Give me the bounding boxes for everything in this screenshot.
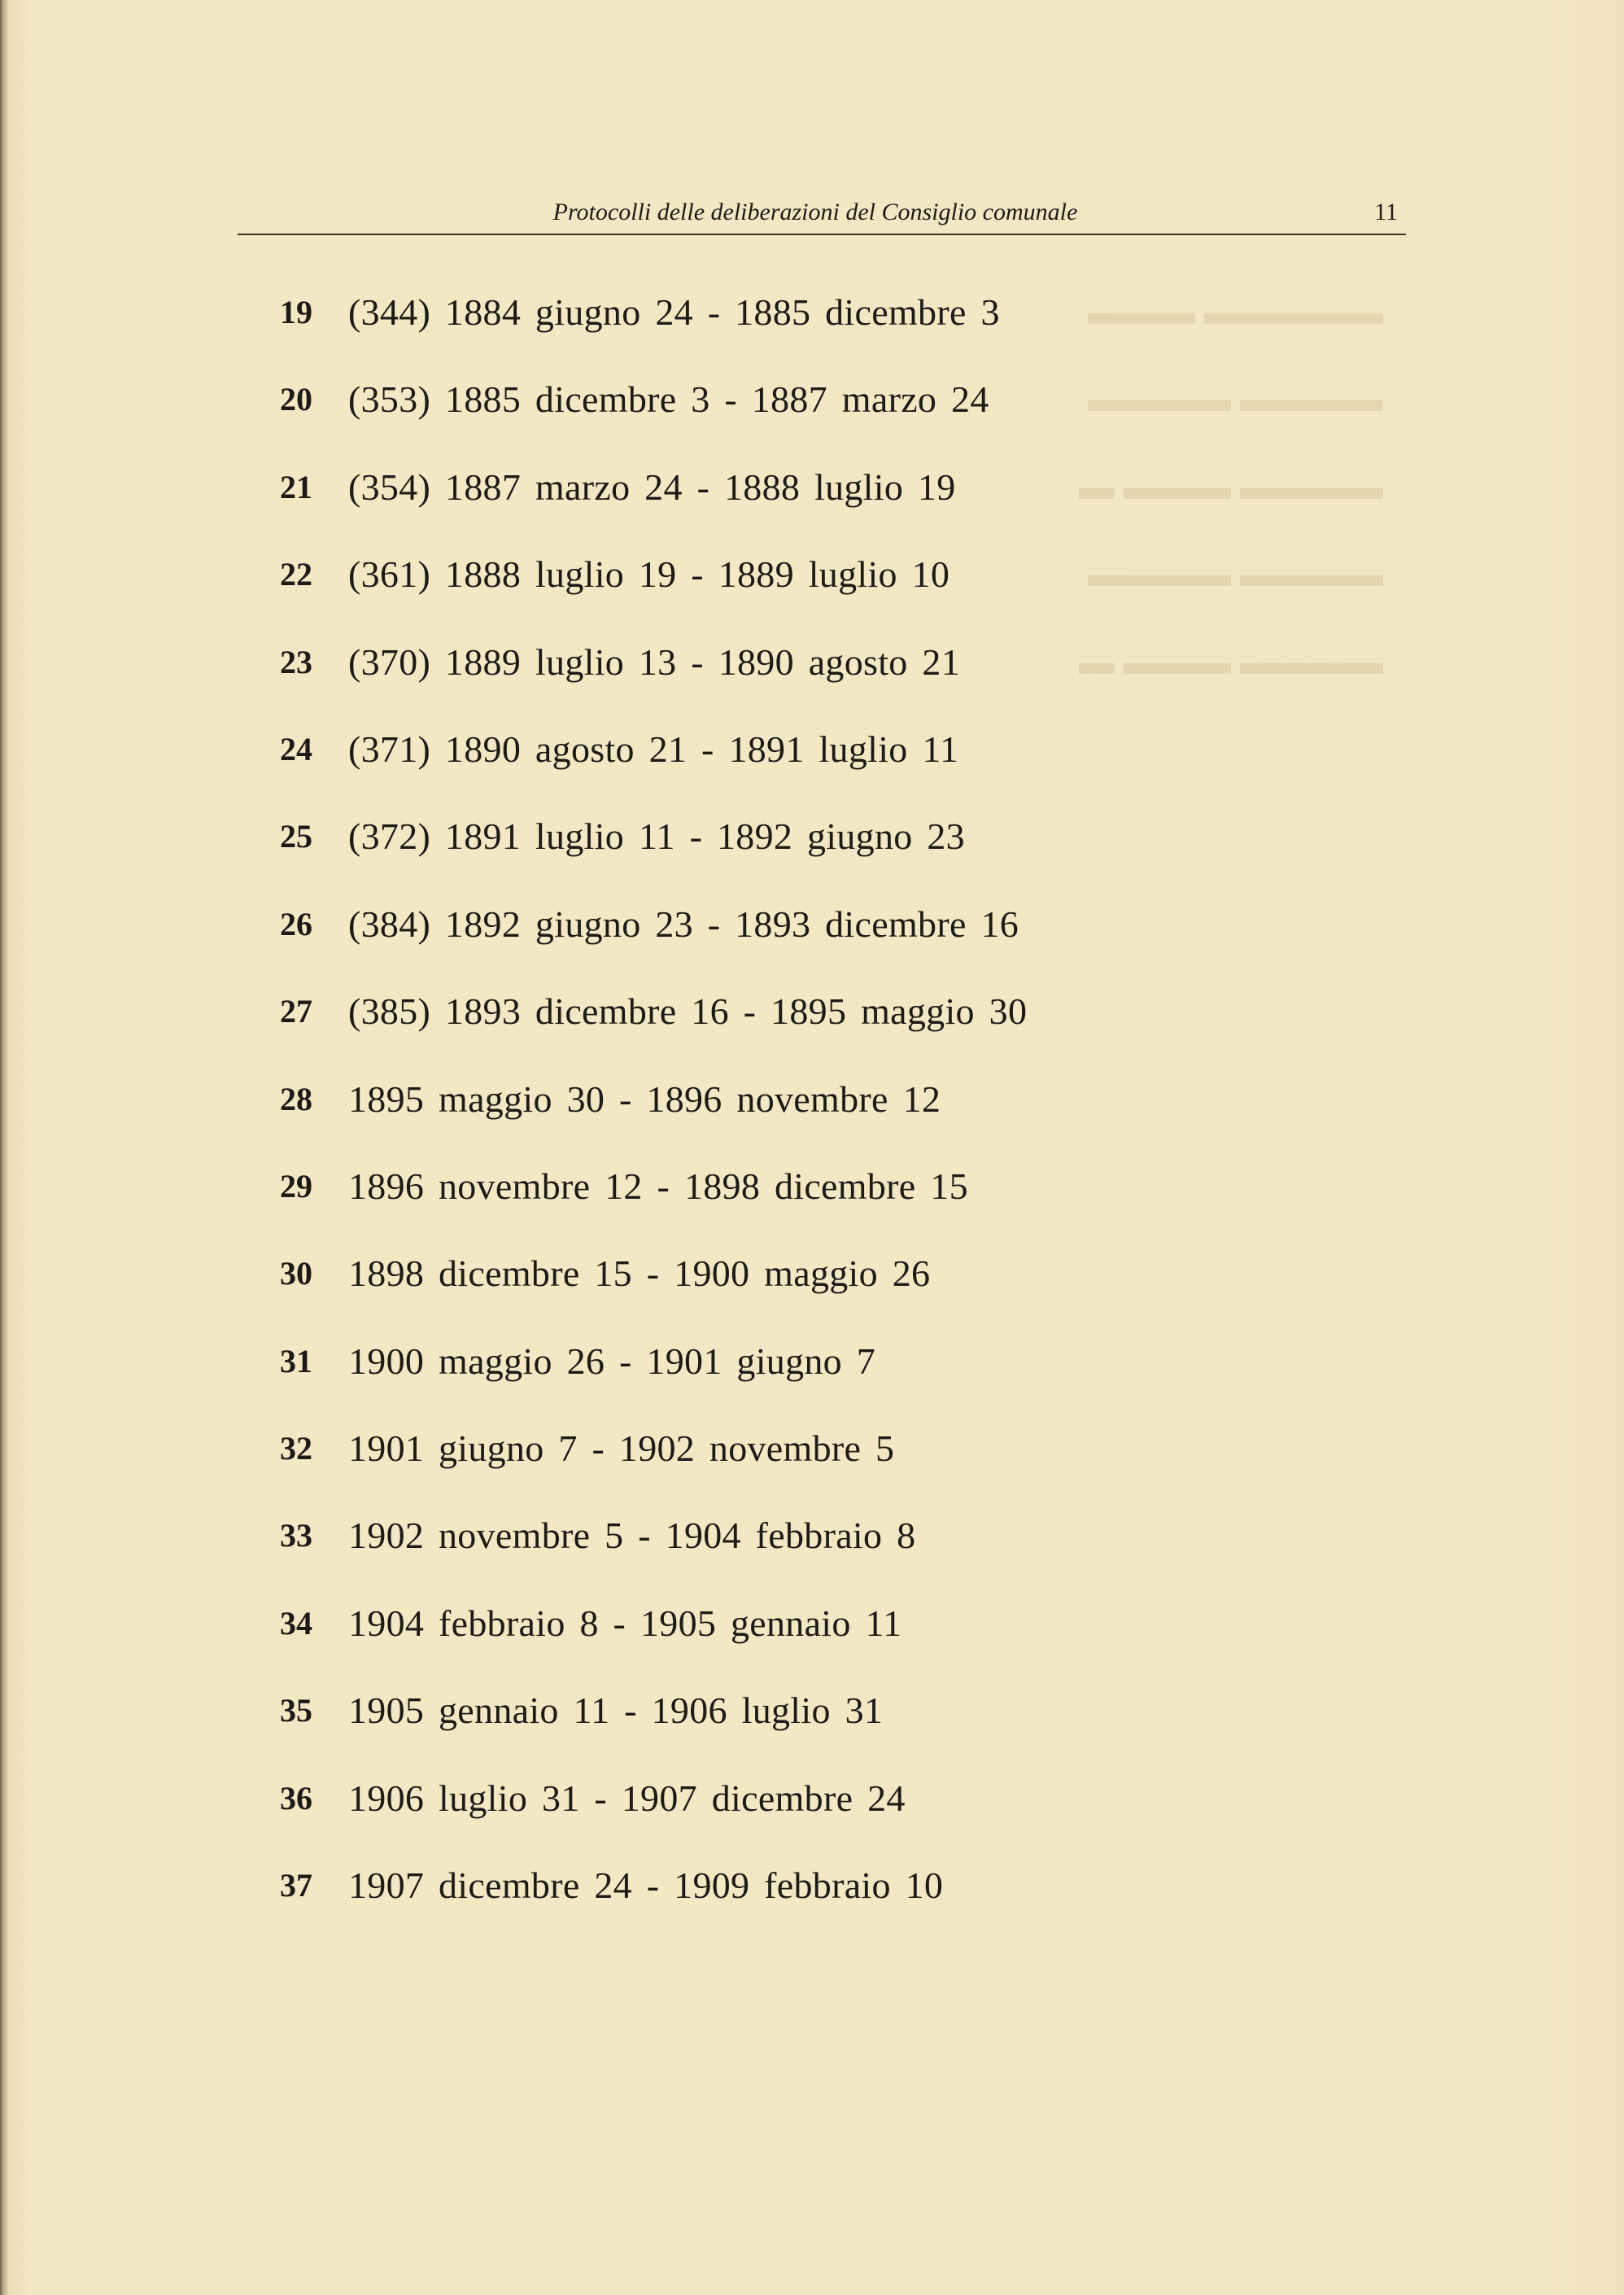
entry-text: (384) 1892 giugno 23 - 1893 dicembre 16 [348,903,1019,945]
entry-text: (353) 1885 dicembre 3 - 1887 marzo 24 [348,378,989,421]
list-item [268,1686,1326,1773]
show-through-texture: ▬▬▬▬▬ ▬▬▬ ▬▬▬▬ ▬▬▬▬ ▬▬▬▬ ▬▬▬ ▬ ▬▬▬▬ ▬▬▬▬ ▬▬▬▬ ▬▬▬ ▬ [1079,292,1383,682]
list-item [268,1511,1326,1598]
list-item [268,550,1326,637]
entry-number: 26 [280,905,312,942]
entry-number: 20 [280,381,312,418]
list-item [268,288,1326,375]
list-item [268,1424,1326,1511]
list-item [268,1599,1326,1686]
entry-number: 37 [280,1867,312,1904]
entry-text: (385) 1893 dicembre 16 - 1895 maggio 30 [348,990,1028,1033]
list-item [268,1075,1326,1162]
list-item [268,1774,1326,1861]
list-item [268,638,1326,725]
entry-number: 27 [280,993,312,1030]
entry-number: 24 [280,730,312,767]
entry-text: (344) 1884 giugno 24 - 1885 dicembre 3 [348,291,1000,333]
list-item [268,1249,1326,1336]
entry-text: 1906 luglio 31 - 1907 dicembre 24 [348,1777,906,1819]
entry-number: 32 [280,1430,312,1467]
page-number: 11 [1374,199,1398,225]
list-item [268,375,1326,462]
entry-number: 21 [280,468,312,505]
list-item [268,1861,1326,1948]
entry-number: 31 [280,1342,312,1379]
running-header [238,190,1406,234]
entry-text: (371) 1890 agosto 21 - 1891 luglio 11 [348,728,959,770]
entry-number: 30 [280,1255,312,1292]
entry-number: 22 [280,556,312,593]
list-item [268,812,1326,899]
entry-number: 25 [280,818,312,855]
header-title: Protocolli delle deliberazioni del Consiglio comunale [552,199,1078,225]
entry-number: 23 [280,643,312,680]
list-item [268,1162,1326,1249]
entry-number: 19 [280,294,312,330]
list-item [268,725,1326,812]
list-item [268,1337,1326,1424]
entry-number: 34 [280,1604,312,1641]
entry-text: 1904 febbraio 8 - 1905 gennaio 11 [348,1602,902,1644]
list-item [268,900,1326,987]
entry-text: (372) 1891 luglio 11 - 1892 giugno 23 [348,815,965,858]
entry-number: 28 [280,1080,312,1117]
list-item [268,463,1326,550]
entry-text: (354) 1887 marzo 24 - 1888 luglio 19 [348,466,956,508]
list-item [268,987,1326,1074]
entry-number: 29 [280,1167,312,1204]
register-list [268,288,1326,1948]
entry-text: 1895 maggio 30 - 1896 novembre 12 [348,1078,941,1120]
entry-text: 1901 giugno 7 - 1902 novembre 5 [348,1427,895,1470]
entry-number: 33 [280,1517,312,1554]
page-binding-edge [0,0,8,2295]
entry-text: 1905 gennaio 11 - 1906 luglio 31 [348,1690,884,1732]
entry-number: 35 [280,1692,312,1729]
entry-text: 1907 dicembre 24 - 1909 febbraio 10 [348,1864,944,1907]
entry-text: 1898 dicembre 15 - 1900 maggio 26 [348,1252,931,1295]
header-rule [238,234,1406,235]
entry-number: 36 [280,1779,312,1816]
entry-text: 1902 novembre 5 - 1904 febbraio 8 [348,1515,916,1557]
entry-text: (361) 1888 luglio 19 - 1889 luglio 10 [348,553,950,596]
entry-text: 1896 novembre 12 - 1898 dicembre 15 [348,1165,968,1207]
entry-text: 1900 maggio 26 - 1901 giugno 7 [348,1340,876,1382]
entry-text: (370) 1889 luglio 13 - 1890 agosto 21 [348,640,960,683]
